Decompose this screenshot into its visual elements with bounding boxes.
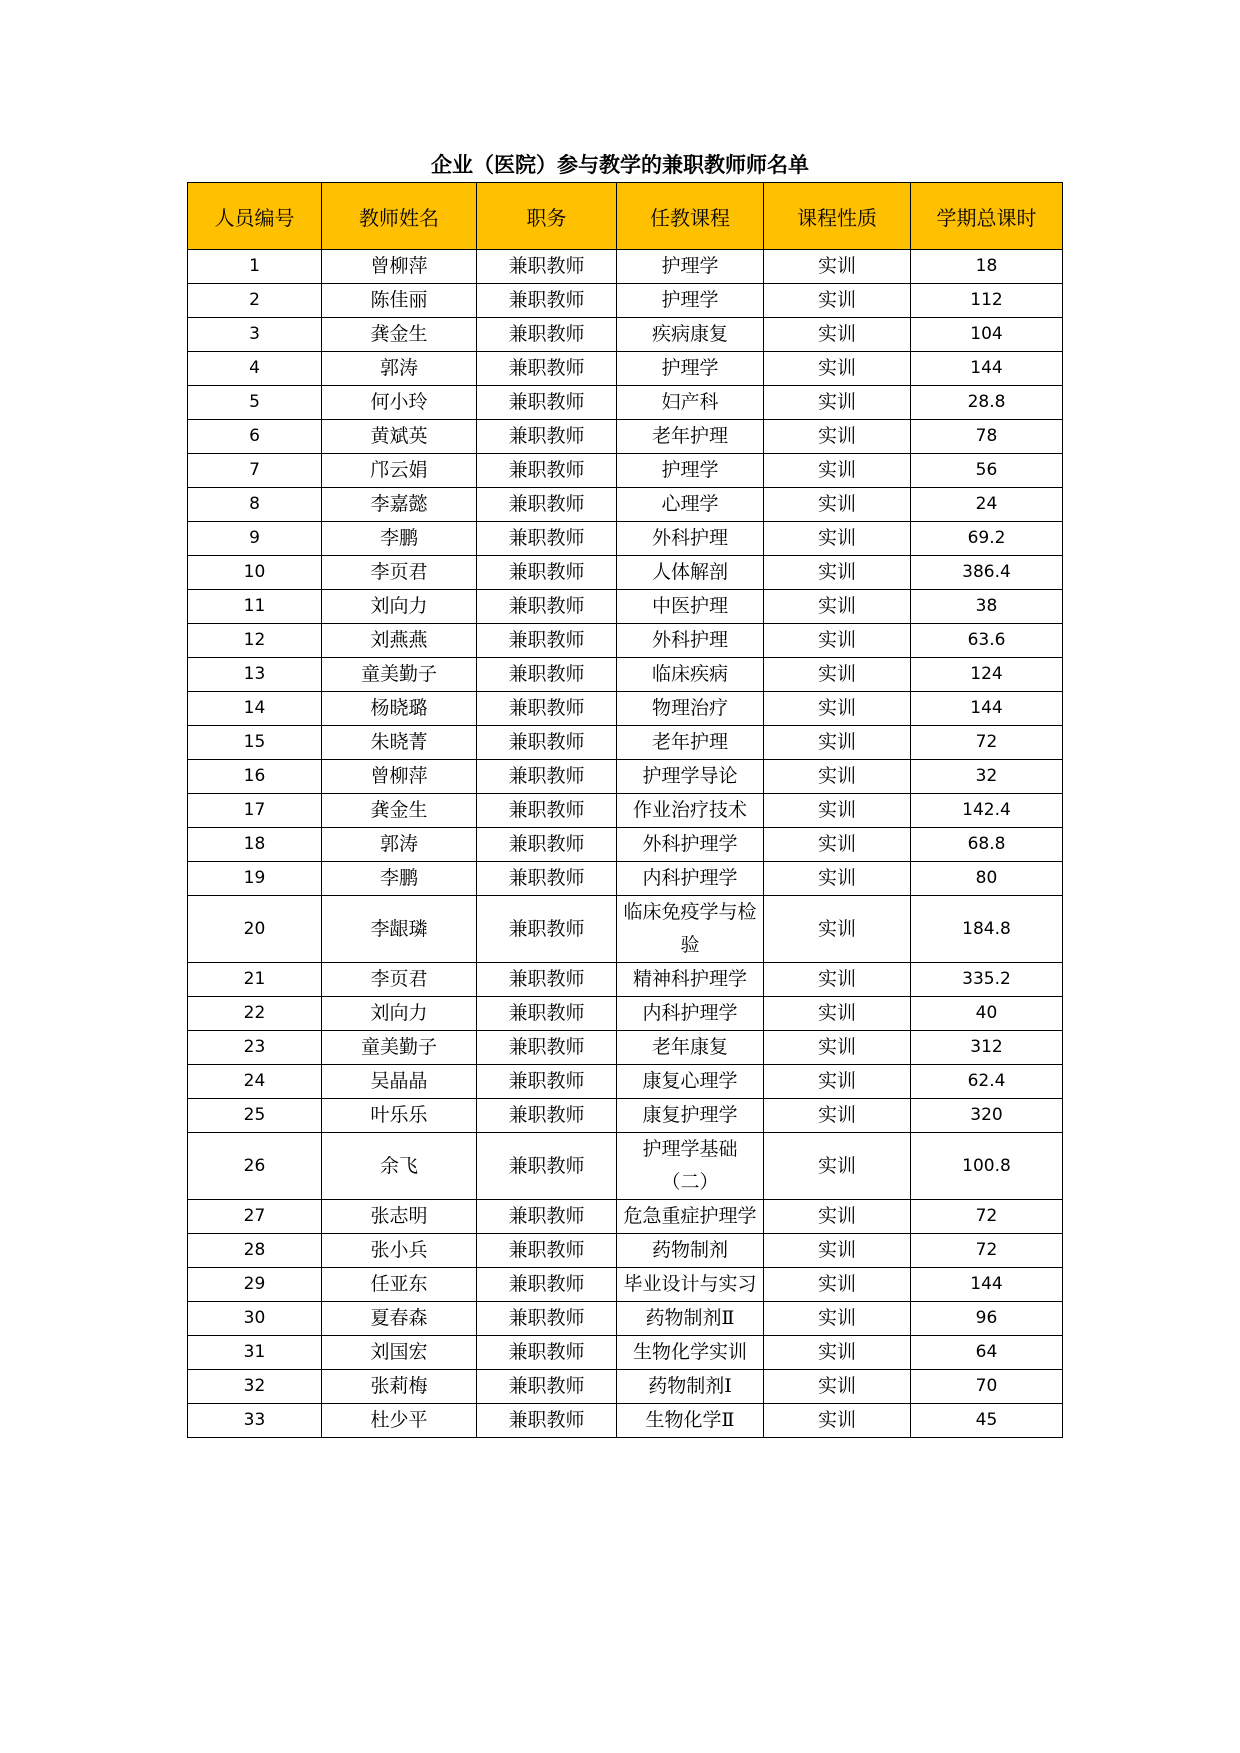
- cell-course: 疾病康复: [617, 318, 764, 352]
- cell-position: 兼职教师: [477, 1031, 617, 1065]
- cell-hours: 104: [911, 318, 1063, 352]
- table-row: [188, 420, 1063, 454]
- cell-teacher-name: 李页君: [322, 963, 477, 997]
- cell-nature: 实训: [764, 454, 911, 488]
- cell-id: 31: [188, 1336, 322, 1370]
- cell-position: 兼职教师: [477, 828, 617, 862]
- table-row: [188, 386, 1063, 420]
- cell-course: 外科护理: [617, 624, 764, 658]
- cell-position: 兼职教师: [477, 692, 617, 726]
- cell-course: 心理学: [617, 488, 764, 522]
- cell-position: 兼职教师: [477, 726, 617, 760]
- cell-nature: 实训: [764, 624, 911, 658]
- cell-position: 兼职教师: [477, 1065, 617, 1099]
- cell-teacher-name: 叶乐乐: [322, 1099, 477, 1133]
- cell-teacher-name: 刘向力: [322, 997, 477, 1031]
- cell-id: 25: [188, 1099, 322, 1133]
- cell-teacher-name: 何小玲: [322, 386, 477, 420]
- cell-nature: 实训: [764, 794, 911, 828]
- cell-teacher-name: 刘国宏: [322, 1336, 477, 1370]
- cell-id: 19: [188, 862, 322, 896]
- cell-hours: 63.6: [911, 624, 1063, 658]
- cell-nature: 实训: [764, 1133, 911, 1200]
- table-row: [188, 352, 1063, 386]
- cell-nature: 实训: [764, 828, 911, 862]
- cell-course: 生物化学实训: [617, 1336, 764, 1370]
- cell-id: 3: [188, 318, 322, 352]
- table-row: [188, 997, 1063, 1031]
- cell-hours: 24: [911, 488, 1063, 522]
- table-row: [188, 454, 1063, 488]
- cell-course: 药物制剂: [617, 1234, 764, 1268]
- cell-course: 外科护理学: [617, 828, 764, 862]
- cell-id: 7: [188, 454, 322, 488]
- cell-id: 24: [188, 1065, 322, 1099]
- header-nature: 课程性质: [764, 183, 911, 250]
- cell-position: 兼职教师: [477, 1336, 617, 1370]
- cell-teacher-name: 陈佳丽: [322, 284, 477, 318]
- cell-hours: 80: [911, 862, 1063, 896]
- cell-course: 危急重症护理学: [617, 1200, 764, 1234]
- cell-course: 人体解剖: [617, 556, 764, 590]
- cell-id: 12: [188, 624, 322, 658]
- cell-hours: 69.2: [911, 522, 1063, 556]
- cell-teacher-name: 郭涛: [322, 828, 477, 862]
- cell-position: 兼职教师: [477, 284, 617, 318]
- cell-position: 兼职教师: [477, 963, 617, 997]
- cell-course: 外科护理: [617, 522, 764, 556]
- cell-id: 16: [188, 760, 322, 794]
- cell-id: 28: [188, 1234, 322, 1268]
- cell-teacher-name: 杜少平: [322, 1404, 477, 1438]
- cell-course: 护理学: [617, 352, 764, 386]
- cell-teacher-name: 龚金生: [322, 794, 477, 828]
- header-position: 职务: [477, 183, 617, 250]
- cell-position: 兼职教师: [477, 454, 617, 488]
- table-row: [188, 1200, 1063, 1234]
- header-id: 人员编号: [188, 183, 322, 250]
- cell-hours: 62.4: [911, 1065, 1063, 1099]
- cell-course: 药物制剂Ⅱ: [617, 1302, 764, 1336]
- table-row: [188, 1370, 1063, 1404]
- cell-position: 兼职教师: [477, 522, 617, 556]
- cell-id: 13: [188, 658, 322, 692]
- cell-nature: 实训: [764, 862, 911, 896]
- cell-position: 兼职教师: [477, 1302, 617, 1336]
- teacher-roster-table: [187, 182, 1063, 1438]
- cell-nature: 实训: [764, 1302, 911, 1336]
- header-course: 任教课程: [617, 183, 764, 250]
- cell-course: 妇产科: [617, 386, 764, 420]
- table-row: [188, 1031, 1063, 1065]
- cell-id: 4: [188, 352, 322, 386]
- cell-id: 29: [188, 1268, 322, 1302]
- cell-course: 临床疾病: [617, 658, 764, 692]
- table-row: [188, 1268, 1063, 1302]
- cell-teacher-name: 张志明: [322, 1200, 477, 1234]
- cell-hours: 38: [911, 590, 1063, 624]
- cell-teacher-name: 张莉梅: [322, 1370, 477, 1404]
- cell-hours: 96: [911, 1302, 1063, 1336]
- cell-hours: 112: [911, 284, 1063, 318]
- table-row: [188, 284, 1063, 318]
- table-row: [188, 318, 1063, 352]
- table-row: [188, 828, 1063, 862]
- cell-course: 护理学: [617, 454, 764, 488]
- cell-id: 2: [188, 284, 322, 318]
- cell-position: 兼职教师: [477, 794, 617, 828]
- cell-nature: 实训: [764, 1065, 911, 1099]
- cell-hours: 312: [911, 1031, 1063, 1065]
- cell-position: 兼职教师: [477, 1370, 617, 1404]
- table-row: [188, 1336, 1063, 1370]
- cell-hours: 68.8: [911, 828, 1063, 862]
- cell-id: 18: [188, 828, 322, 862]
- cell-teacher-name: 李嘉懿: [322, 488, 477, 522]
- cell-nature: 实训: [764, 420, 911, 454]
- cell-nature: 实训: [764, 522, 911, 556]
- cell-nature: 实训: [764, 1268, 911, 1302]
- cell-teacher-name: 李鹏: [322, 522, 477, 556]
- cell-id: 30: [188, 1302, 322, 1336]
- cell-nature: 实训: [764, 284, 911, 318]
- cell-hours: 72: [911, 1200, 1063, 1234]
- cell-position: 兼职教师: [477, 1234, 617, 1268]
- cell-id: 10: [188, 556, 322, 590]
- cell-position: 兼职教师: [477, 624, 617, 658]
- cell-id: 14: [188, 692, 322, 726]
- cell-teacher-name: 邝云娟: [322, 454, 477, 488]
- cell-hours: 100.8: [911, 1133, 1063, 1200]
- cell-id: 9: [188, 522, 322, 556]
- cell-position: 兼职教师: [477, 590, 617, 624]
- cell-hours: 28.8: [911, 386, 1063, 420]
- cell-course: 康复护理学: [617, 1099, 764, 1133]
- cell-course: 生物化学Ⅱ: [617, 1404, 764, 1438]
- cell-teacher-name: 吴晶晶: [322, 1065, 477, 1099]
- cell-course: 老年护理: [617, 726, 764, 760]
- cell-course: 临床免疫学与检验: [617, 896, 764, 963]
- table-row: [188, 556, 1063, 590]
- cell-hours: 70: [911, 1370, 1063, 1404]
- cell-course: 康复心理学: [617, 1065, 764, 1099]
- table-row: [188, 1234, 1063, 1268]
- cell-teacher-name: 余飞: [322, 1133, 477, 1200]
- cell-hours: 40: [911, 997, 1063, 1031]
- cell-nature: 实训: [764, 352, 911, 386]
- cell-nature: 实训: [764, 318, 911, 352]
- cell-course: 老年护理: [617, 420, 764, 454]
- cell-teacher-name: 刘燕燕: [322, 624, 477, 658]
- cell-course: 作业治疗技术: [617, 794, 764, 828]
- table-row: [188, 658, 1063, 692]
- table-row: [188, 488, 1063, 522]
- header-hours: 学期总课时: [911, 183, 1063, 250]
- cell-position: 兼职教师: [477, 386, 617, 420]
- cell-teacher-name: 朱晓菁: [322, 726, 477, 760]
- cell-teacher-name: 李页君: [322, 556, 477, 590]
- cell-teacher-name: 童美勤子: [322, 658, 477, 692]
- cell-teacher-name: 郭涛: [322, 352, 477, 386]
- cell-position: 兼职教师: [477, 862, 617, 896]
- cell-nature: 实训: [764, 896, 911, 963]
- cell-position: 兼职教师: [477, 556, 617, 590]
- cell-position: 兼职教师: [477, 760, 617, 794]
- table-row: [188, 760, 1063, 794]
- cell-course: 老年康复: [617, 1031, 764, 1065]
- cell-id: 22: [188, 997, 322, 1031]
- table-row: [188, 726, 1063, 760]
- cell-id: 27: [188, 1200, 322, 1234]
- cell-hours: 64: [911, 1336, 1063, 1370]
- cell-id: 33: [188, 1404, 322, 1438]
- cell-position: 兼职教师: [477, 896, 617, 963]
- table-row: [188, 590, 1063, 624]
- table-header-row: [188, 183, 1063, 250]
- table-row: [188, 1065, 1063, 1099]
- cell-course: 护理学: [617, 284, 764, 318]
- cell-nature: 实训: [764, 1099, 911, 1133]
- cell-teacher-name: 曾柳萍: [322, 250, 477, 284]
- cell-position: 兼职教师: [477, 1200, 617, 1234]
- table-row: [188, 250, 1063, 284]
- cell-nature: 实训: [764, 250, 911, 284]
- cell-nature: 实训: [764, 556, 911, 590]
- cell-nature: 实训: [764, 658, 911, 692]
- cell-course: 毕业设计与实习: [617, 1268, 764, 1302]
- cell-course: 药物制剂Ⅰ: [617, 1370, 764, 1404]
- cell-hours: 142.4: [911, 794, 1063, 828]
- cell-position: 兼职教师: [477, 488, 617, 522]
- cell-position: 兼职教师: [477, 1099, 617, 1133]
- cell-nature: 实训: [764, 1370, 911, 1404]
- cell-teacher-name: 龚金生: [322, 318, 477, 352]
- cell-hours: 144: [911, 1268, 1063, 1302]
- cell-id: 32: [188, 1370, 322, 1404]
- cell-id: 8: [188, 488, 322, 522]
- cell-course: 内科护理学: [617, 862, 764, 896]
- cell-position: 兼职教师: [477, 658, 617, 692]
- table-row: [188, 1302, 1063, 1336]
- cell-nature: 实训: [764, 1234, 911, 1268]
- cell-nature: 实训: [764, 1031, 911, 1065]
- cell-teacher-name: 童美勤子: [322, 1031, 477, 1065]
- cell-teacher-name: 李龈璘: [322, 896, 477, 963]
- cell-nature: 实训: [764, 760, 911, 794]
- cell-hours: 386.4: [911, 556, 1063, 590]
- table-row: [188, 963, 1063, 997]
- cell-nature: 实训: [764, 488, 911, 522]
- table-row: [188, 1099, 1063, 1133]
- cell-teacher-name: 李鹏: [322, 862, 477, 896]
- cell-hours: 78: [911, 420, 1063, 454]
- cell-id: 21: [188, 963, 322, 997]
- cell-id: 15: [188, 726, 322, 760]
- cell-hours: 335.2: [911, 963, 1063, 997]
- table-row: [188, 794, 1063, 828]
- cell-position: 兼职教师: [477, 997, 617, 1031]
- cell-nature: 实训: [764, 1336, 911, 1370]
- cell-id: 17: [188, 794, 322, 828]
- cell-id: 6: [188, 420, 322, 454]
- cell-hours: 124: [911, 658, 1063, 692]
- cell-id: 26: [188, 1133, 322, 1200]
- cell-teacher-name: 张小兵: [322, 1234, 477, 1268]
- table-row: [188, 896, 1063, 963]
- cell-hours: 56: [911, 454, 1063, 488]
- cell-teacher-name: 刘向力: [322, 590, 477, 624]
- cell-teacher-name: 曾柳萍: [322, 760, 477, 794]
- cell-nature: 实训: [764, 726, 911, 760]
- table-row: [188, 1404, 1063, 1438]
- cell-nature: 实训: [764, 1404, 911, 1438]
- cell-id: 11: [188, 590, 322, 624]
- cell-teacher-name: 杨晓璐: [322, 692, 477, 726]
- cell-id: 20: [188, 896, 322, 963]
- cell-position: 兼职教师: [477, 1268, 617, 1302]
- cell-nature: 实训: [764, 692, 911, 726]
- table-row: [188, 522, 1063, 556]
- table-row: [188, 624, 1063, 658]
- cell-course: 物理治疗: [617, 692, 764, 726]
- cell-position: 兼职教师: [477, 1133, 617, 1200]
- cell-hours: 18: [911, 250, 1063, 284]
- cell-course: 内科护理学: [617, 997, 764, 1031]
- cell-course: 护理学: [617, 250, 764, 284]
- cell-hours: 184.8: [911, 896, 1063, 963]
- table-row: [188, 862, 1063, 896]
- cell-hours: 144: [911, 692, 1063, 726]
- cell-nature: 实训: [764, 997, 911, 1031]
- cell-position: 兼职教师: [477, 1404, 617, 1438]
- cell-id: 5: [188, 386, 322, 420]
- cell-position: 兼职教师: [477, 250, 617, 284]
- cell-position: 兼职教师: [477, 420, 617, 454]
- cell-nature: 实训: [764, 1200, 911, 1234]
- table-body: [188, 250, 1063, 1438]
- cell-teacher-name: 夏春森: [322, 1302, 477, 1336]
- cell-id: 1: [188, 250, 322, 284]
- header-name: 教师姓名: [322, 183, 477, 250]
- table-row: [188, 692, 1063, 726]
- cell-hours: 72: [911, 1234, 1063, 1268]
- cell-course: 护理学基础（二）: [617, 1133, 764, 1200]
- cell-hours: 45: [911, 1404, 1063, 1438]
- cell-hours: 144: [911, 352, 1063, 386]
- table-row: [188, 1133, 1063, 1200]
- cell-position: 兼职教师: [477, 318, 617, 352]
- cell-course: 中医护理: [617, 590, 764, 624]
- cell-teacher-name: 任亚东: [322, 1268, 477, 1302]
- cell-id: 23: [188, 1031, 322, 1065]
- cell-course: 护理学导论: [617, 760, 764, 794]
- cell-hours: 32: [911, 760, 1063, 794]
- cell-nature: 实训: [764, 963, 911, 997]
- cell-position: 兼职教师: [477, 352, 617, 386]
- cell-hours: 72: [911, 726, 1063, 760]
- document-title: 企业（医院）参与教学的兼职教师师名单: [431, 153, 809, 177]
- cell-hours: 320: [911, 1099, 1063, 1133]
- cell-nature: 实训: [764, 590, 911, 624]
- cell-teacher-name: 黄斌英: [322, 420, 477, 454]
- cell-course: 精神科护理学: [617, 963, 764, 997]
- cell-nature: 实训: [764, 386, 911, 420]
